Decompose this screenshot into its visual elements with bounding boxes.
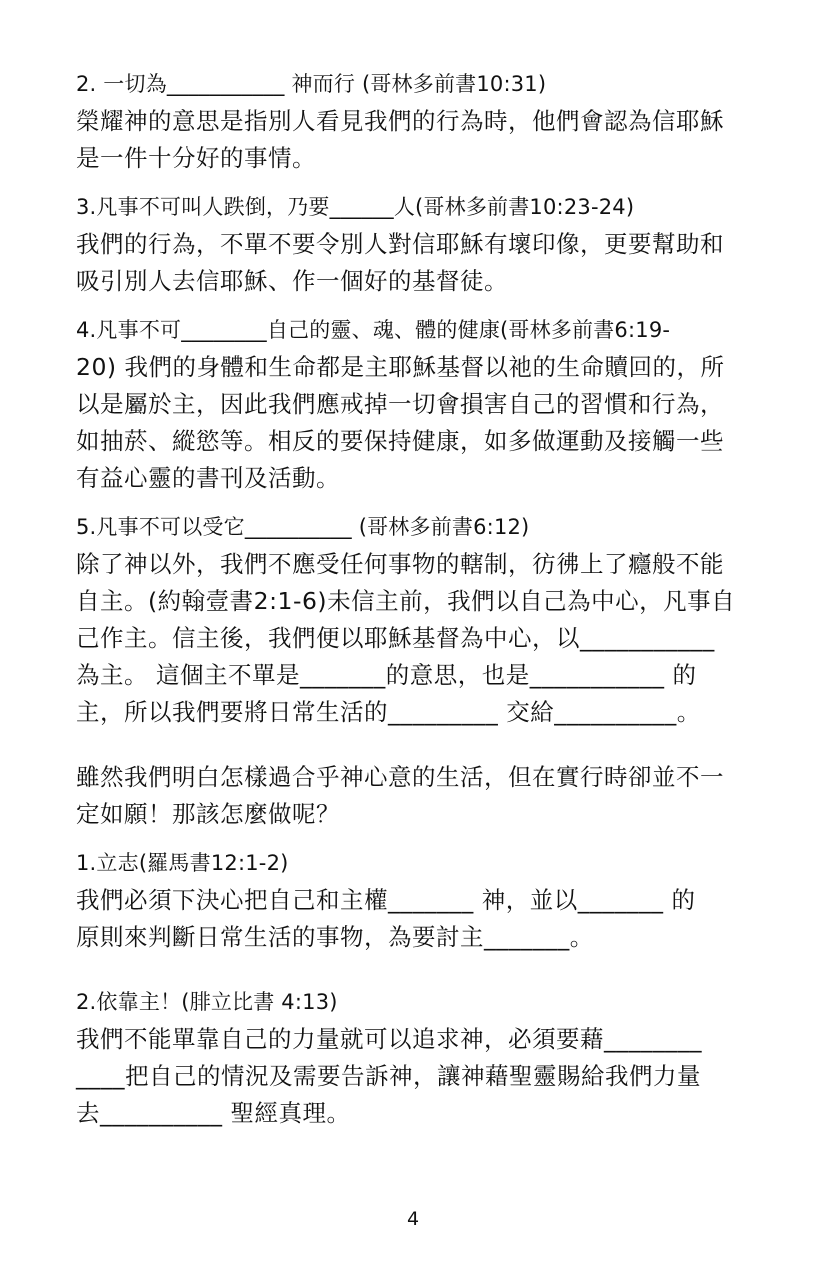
body-line: ____把自己的情況及需要告訴神，讓神藉聖靈賜給我們力量 — [76, 1062, 701, 1090]
step-2 — [76, 984, 752, 1132]
item-2 — [76, 66, 752, 177]
body-line: 主，所以我們要將日常生活的_________ 交給__________。 — [76, 698, 701, 726]
body-line: 以是屬於主，因此我們應戒掉一切會損害自己的習慣和行為， — [76, 390, 724, 418]
body-line: 除了神以外，我們不應受任何事物的轄制，彷彿上了癮般不能 — [76, 550, 724, 578]
step-1 — [76, 845, 752, 956]
body-line: 吸引別人去信耶穌、作一個好的基督徒。 — [76, 267, 508, 295]
item-heading: 3.凡事不可叫人跌倒，乃要______人(哥林多前書10:23-24) — [76, 195, 635, 219]
item-heading: 5.凡事不可以受它__________ (哥林多前書6:12) — [76, 515, 530, 539]
item-5 — [76, 509, 752, 731]
step-heading: 2.依靠主！(腓立比書 4:13) — [76, 990, 338, 1014]
body-line: 自主。(約翰壹書2:1-6)未信主前，我們以自己為中心，凡事自 — [76, 587, 736, 615]
body-line: 為主。 這個主不單是_______的意思，也是___________ 的 — [76, 661, 697, 689]
body-line: 我們必須下決心把自己和主權_______ 神，並以_______ 的 — [76, 886, 696, 914]
question-line: 定如願！那該怎麼做呢？ — [76, 800, 340, 828]
body-line: 己作主。信主後，我們便以耶穌基督為中心，以___________ — [76, 624, 715, 652]
item-heading: 2. 一切為___________ 神而行 (哥林多前書10:31) — [76, 72, 547, 96]
page-number: 4 — [406, 1208, 420, 1230]
question-paragraph — [76, 759, 752, 833]
body-line: 原則來判斷日常生活的事物，為要討主_______。 — [76, 923, 594, 951]
body-line: 我們的行為，不單不要令別人對信耶穌有壞印像，更要幫助和 — [76, 230, 724, 258]
step-heading: 1.立志(羅馬書12:1-2) — [76, 851, 289, 875]
item-3 — [76, 189, 752, 300]
body-line: 如抽菸、縱慾等。相反的要保持健康，如多做運動及接觸一些 — [76, 427, 724, 455]
question-line: 雖然我們明白怎樣過合乎神心意的生活，但在實行時卻並不一 — [76, 763, 724, 791]
item-heading: 4.凡事不可________自己的靈、魂、體的健康(哥林多前書6:19- — [76, 318, 671, 342]
body-line: 是一件十分好的事情。 — [76, 144, 316, 172]
body-line: 有益心靈的書刊及活動。 — [76, 464, 340, 492]
body-line: 20) 我們的身體和生命都是主耶穌基督以祂的生命贖回的，所 — [76, 353, 725, 381]
body-line: 我們不能單靠自己的力量就可以追求神，必須要藉________ — [76, 1025, 702, 1053]
body-line: 榮耀神的意思是指別人看見我們的行為時，他們會認為信耶穌 — [76, 107, 724, 135]
body-line: 去__________ 聖經真理。 — [76, 1099, 351, 1127]
item-4 — [76, 312, 752, 497]
page-content — [76, 66, 752, 1132]
